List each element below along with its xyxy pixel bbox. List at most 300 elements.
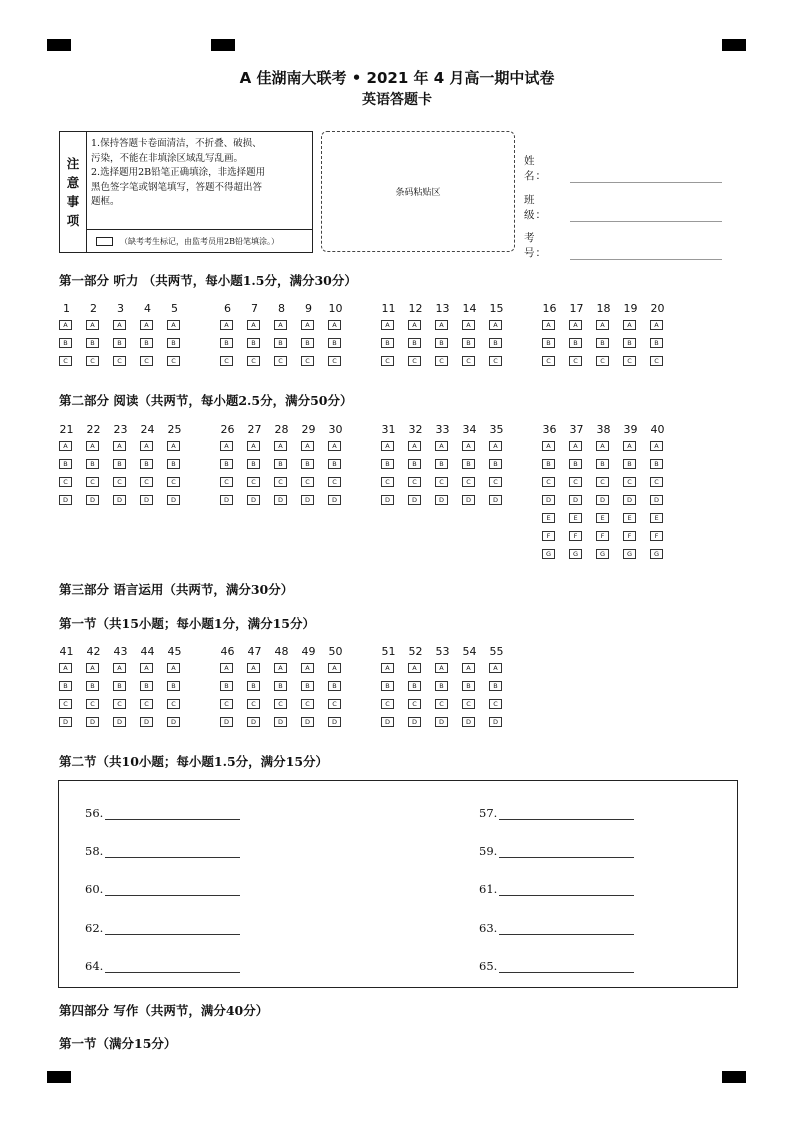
answer-bubble-c[interactable]: C [86,356,99,366]
answer-bubble-g[interactable]: G [596,549,609,559]
answer-bubble-d[interactable]: D [435,717,448,727]
answer-bubble-a[interactable]: A [489,320,502,330]
answer-bubble-c[interactable]: C [167,356,180,366]
question-number: 33 [435,423,450,436]
answer-bubble-a[interactable]: A [381,441,394,451]
blank-input-line[interactable] [499,882,634,896]
answer-bubble-c[interactable]: C [59,356,72,366]
answer-bubble-b[interactable]: B [86,681,99,691]
answer-bubble-e[interactable]: E [623,513,636,523]
answer-bubble-e[interactable]: E [596,513,609,523]
answer-bubble-a[interactable]: A [408,441,421,451]
answer-bubble-c[interactable]: C [381,699,394,709]
class-label: 班 级： [524,194,547,221]
answer-bubble-a[interactable]: A [167,441,180,451]
answer-bubble-b[interactable]: B [140,681,153,691]
notice-box [59,131,313,253]
blank-item [479,844,634,858]
answer-bubble-d[interactable]: D [167,495,180,505]
answer-bubble-d[interactable]: D [167,717,180,727]
answer-bubble-a[interactable]: A [328,320,341,330]
notice-heading-char: 项 [66,213,80,228]
answer-bubble-a[interactable]: A [220,441,233,451]
answer-bubble-d[interactable]: D [247,495,260,505]
blank-item [479,806,634,820]
answer-bubble-b[interactable]: B [167,338,180,348]
answer-bubble-a[interactable]: A [408,663,421,673]
answer-bubble-c[interactable]: C [650,356,663,366]
blank-input-line[interactable] [105,806,240,820]
answer-bubble-b[interactable]: B [220,459,233,469]
answer-bubble-b[interactable]: B [435,681,448,691]
answer-bubble-c[interactable]: C [86,699,99,709]
answer-bubble-b[interactable]: B [328,338,341,348]
question-number: 42 [86,645,101,658]
answer-bubble-d[interactable]: D [489,495,502,505]
blank-input-line[interactable] [499,921,634,935]
answer-bubble-b[interactable]: B [301,681,314,691]
answer-bubble-a[interactable]: A [623,320,636,330]
answer-bubble-a[interactable]: A [381,320,394,330]
notice-text [91,137,309,210]
answer-bubble-c[interactable]: C [328,477,341,487]
answer-bubble-b[interactable]: B [167,459,180,469]
answer-bubble-a[interactable]: A [59,320,72,330]
blank-item [85,806,240,820]
answer-bubble-a[interactable]: A [489,663,502,673]
answer-bubble-a[interactable]: A [408,320,421,330]
name-input-line[interactable] [570,171,722,183]
question-number: 13 [435,302,450,315]
answer-bubble-b[interactable]: B [274,681,287,691]
answer-bubble-b[interactable]: B [596,338,609,348]
answer-bubble-c[interactable]: C [220,356,233,366]
answer-bubble-b[interactable]: B [381,338,394,348]
answer-bubble-a[interactable]: A [274,441,287,451]
answer-bubble-c[interactable]: C [569,356,582,366]
answer-bubble-d[interactable]: D [408,495,421,505]
answer-bubble-c[interactable]: C [113,699,126,709]
name-label: 姓 名： [524,155,547,182]
exam-title: A 佳湖南大联考 • 2021 年 4 月高一期中试卷 [239,69,555,87]
answer-card-title: 英语答题卡 [362,92,432,108]
answer-bubble-b[interactable]: B [113,681,126,691]
answer-bubble-g[interactable]: G [650,549,663,559]
answer-bubble-d[interactable]: D [220,495,233,505]
answer-bubble-c[interactable]: C [220,477,233,487]
answer-bubble-b[interactable]: B [596,459,609,469]
exam-number-label: 考 号： [524,232,547,259]
question-number: 10 [328,302,343,315]
answer-bubble-b[interactable]: B [462,338,475,348]
answer-bubble-b[interactable]: B [247,459,260,469]
answer-bubble-c[interactable]: C [328,356,341,366]
answer-bubble-c[interactable]: C [462,477,475,487]
answer-bubble-a[interactable]: A [140,320,153,330]
answer-bubble-d[interactable]: D [86,717,99,727]
answer-bubble-a[interactable]: A [59,441,72,451]
question-number: 41 [59,645,74,658]
question-number: 49 [301,645,316,658]
answer-bubble-a[interactable]: A [301,663,314,673]
fill-blank-box [58,780,738,988]
answer-bubble-a[interactable]: A [301,320,314,330]
answer-bubble-c[interactable]: C [542,477,555,487]
part1-title: 第一部分 听力 （共两节，每小题1.5分，满分30分） [59,273,357,288]
question-number: 11 [381,302,396,315]
answer-bubble-b[interactable]: B [328,681,341,691]
answer-bubble-c[interactable]: C [435,356,448,366]
answer-bubble-b[interactable]: B [542,459,555,469]
question-number: 53 [435,645,450,658]
answer-bubble-a[interactable]: A [381,663,394,673]
question-number: 52 [408,645,423,658]
answer-bubble-b[interactable]: B [623,338,636,348]
question-number: 21 [59,423,74,436]
answer-bubble-f[interactable]: F [569,531,582,541]
answer-bubble-b[interactable]: B [167,681,180,691]
answer-bubble-b[interactable]: B [408,681,421,691]
answer-bubble-c[interactable]: C [247,699,260,709]
question-number: 40 [650,423,665,436]
notice-line: 黑色签字笔或钢笔填写，答题不得超出答 [91,181,263,193]
answer-bubble-b[interactable]: B [489,338,502,348]
answer-bubble-c[interactable]: C [596,356,609,366]
answer-bubble-a[interactable]: A [462,441,475,451]
answer-bubble-d[interactable]: D [59,717,72,727]
answer-bubble-c[interactable]: C [435,477,448,487]
answer-bubble-c[interactable]: C [462,356,475,366]
question-number: 31 [381,423,396,436]
answer-bubble-d[interactable]: D [462,717,475,727]
question-number: 36 [542,423,557,436]
answer-bubble-c[interactable]: C [140,477,153,487]
answer-bubble-b[interactable]: B [140,338,153,348]
answer-bubble-c[interactable]: C [301,699,314,709]
answer-bubble-d[interactable]: D [328,717,341,727]
answer-bubble-b[interactable]: B [381,681,394,691]
answer-bubble-c[interactable]: C [489,356,502,366]
answer-bubble-b[interactable]: B [381,459,394,469]
answer-bubble-b[interactable]: B [435,338,448,348]
notice-heading-char: 注 [66,156,80,171]
answer-bubble-a[interactable]: A [489,441,502,451]
answer-bubble-a[interactable]: A [435,441,448,451]
blank-input-line[interactable] [499,959,634,973]
answer-bubble-b[interactable]: B [59,338,72,348]
answer-bubble-b[interactable]: B [462,459,475,469]
registration-mark [722,1071,746,1083]
answer-bubble-d[interactable]: D [623,495,636,505]
answer-bubble-f[interactable]: F [650,531,663,541]
answer-bubble-c[interactable]: C [274,477,287,487]
answer-bubble-f[interactable]: F [623,531,636,541]
answer-bubble-b[interactable]: B [274,459,287,469]
answer-bubble-c[interactable]: C [220,699,233,709]
answer-bubble-a[interactable]: A [328,441,341,451]
answer-bubble-b[interactable]: B [569,459,582,469]
blank-input-line[interactable] [499,806,634,820]
blank-number: 61. [479,882,498,896]
answer-bubble-c[interactable]: C [408,699,421,709]
question-number: 18 [596,302,611,315]
question-number: 19 [623,302,638,315]
answer-bubble-c[interactable]: C [113,477,126,487]
blank-number: 60. [85,882,104,896]
answer-bubble-d[interactable]: D [328,495,341,505]
answer-bubble-a[interactable]: A [247,320,260,330]
answer-bubble-b[interactable]: B [247,681,260,691]
answer-bubble-d[interactable]: D [59,495,72,505]
answer-bubble-a[interactable]: A [140,663,153,673]
answer-bubble-a[interactable]: A [113,320,126,330]
blank-input-line[interactable] [105,844,240,858]
answer-bubble-a[interactable]: A [274,663,287,673]
answer-bubble-b[interactable]: B [113,459,126,469]
blank-input-line[interactable] [499,844,634,858]
answer-bubble-c[interactable]: C [623,477,636,487]
barcode-label: 条码粘贴区 [395,188,441,198]
answer-bubble-c[interactable]: C [462,699,475,709]
exam-number-input-line[interactable] [570,248,722,260]
notice-line: 2.选择题用2B铅笔正确填涂，非选择题用 [91,167,266,178]
answer-bubble-c[interactable]: C [59,477,72,487]
answer-bubble-b[interactable]: B [623,459,636,469]
blank-number: 64. [85,959,104,973]
answer-bubble-c[interactable]: C [167,699,180,709]
answer-bubble-d[interactable]: D [650,495,663,505]
answer-bubble-b[interactable]: B [408,338,421,348]
answer-bubble-b[interactable]: B [542,338,555,348]
answer-bubble-d[interactable]: D [274,495,287,505]
answer-bubble-c[interactable]: C [328,699,341,709]
question-number: 26 [220,423,235,436]
answer-bubble-d[interactable]: D [408,717,421,727]
answer-bubble-b[interactable]: B [59,681,72,691]
class-field [524,192,722,222]
question-number: 25 [167,423,182,436]
registration-mark [47,1071,71,1083]
blank-item [85,921,240,935]
answer-bubble-b[interactable]: B [408,459,421,469]
answer-bubble-c[interactable]: C [86,477,99,487]
question-number: 55 [489,645,504,658]
question-number: 8 [278,302,285,315]
question-number: 29 [301,423,316,436]
answer-bubble-c[interactable]: C [435,699,448,709]
question-number: 9 [305,302,312,315]
blank-input-line[interactable] [105,959,240,973]
answer-bubble-d[interactable]: D [86,495,99,505]
answer-bubble-a[interactable]: A [59,663,72,673]
answer-bubble-g[interactable]: G [542,549,555,559]
answer-bubble-d[interactable]: D [247,717,260,727]
answer-bubble-d[interactable]: D [113,495,126,505]
answer-bubble-a[interactable]: A [86,663,99,673]
answer-bubble-c[interactable]: C [167,477,180,487]
answer-bubble-b[interactable]: B [220,681,233,691]
answer-bubble-d[interactable]: D [381,717,394,727]
answer-bubble-a[interactable]: A [247,441,260,451]
answer-bubble-c[interactable]: C [489,477,502,487]
barcode-area [321,131,515,252]
answer-bubble-a[interactable]: A [328,663,341,673]
answer-bubble-b[interactable]: B [650,459,663,469]
answer-bubble-g[interactable]: G [569,549,582,559]
answer-bubble-c[interactable]: C [381,477,394,487]
answer-bubble-a[interactable]: A [462,320,475,330]
answer-bubble-d[interactable]: D [435,495,448,505]
answer-bubble-c[interactable]: C [569,477,582,487]
answer-bubble-c[interactable]: C [274,699,287,709]
blank-number: 65. [479,959,498,973]
blank-number: 63. [479,921,498,935]
question-number: 32 [408,423,423,436]
answer-bubble-a[interactable]: A [113,441,126,451]
answer-bubble-a[interactable]: A [86,320,99,330]
answer-bubble-a[interactable]: A [140,441,153,451]
blank-item [85,959,240,973]
answer-bubble-a[interactable]: A [569,320,582,330]
answer-bubble-b[interactable]: B [247,338,260,348]
question-number: 54 [462,645,477,658]
answer-bubble-c[interactable]: C [623,356,636,366]
answer-bubble-c[interactable]: C [381,356,394,366]
answer-bubble-c[interactable]: C [542,356,555,366]
answer-bubble-a[interactable]: A [247,663,260,673]
answer-bubble-d[interactable]: D [113,717,126,727]
answer-bubble-d[interactable]: D [140,717,153,727]
absent-mark-note: （缺考考生标记，由监考员用2B铅笔填涂。） [120,237,279,246]
answer-bubble-d[interactable]: D [274,717,287,727]
answer-bubble-b[interactable]: B [301,459,314,469]
answer-bubble-b[interactable]: B [220,338,233,348]
notice-line: 1.保持答题卡卷面清洁，不折叠、破损、 [91,138,262,149]
answer-bubble-b[interactable]: B [489,681,502,691]
question-number: 51 [381,645,396,658]
answer-bubble-c[interactable]: C [113,356,126,366]
answer-bubble-a[interactable]: A [542,320,555,330]
answer-bubble-a[interactable]: A [220,663,233,673]
answer-bubble-f[interactable]: F [596,531,609,541]
answer-bubble-b[interactable]: B [86,338,99,348]
answer-bubble-g[interactable]: G [623,549,636,559]
question-number: 28 [274,423,289,436]
exam-number-field [524,230,722,260]
answer-bubble-b[interactable]: B [435,459,448,469]
answer-bubble-a[interactable]: A [596,320,609,330]
blank-input-line[interactable] [105,921,240,935]
answer-bubble-d[interactable]: D [140,495,153,505]
question-number: 46 [220,645,235,658]
answer-bubble-a[interactable]: A [435,663,448,673]
answer-bubble-c[interactable]: C [489,699,502,709]
answer-bubble-d[interactable]: D [301,495,314,505]
answer-bubble-e[interactable]: E [650,513,663,523]
answer-bubble-c[interactable]: C [301,356,314,366]
answer-bubble-c[interactable]: C [274,356,287,366]
answer-bubble-a[interactable]: A [462,663,475,673]
blank-input-line[interactable] [105,882,240,896]
answer-bubble-a[interactable]: A [220,320,233,330]
answer-bubble-a[interactable]: A [650,441,663,451]
answer-bubble-d[interactable]: D [489,717,502,727]
answer-bubble-c[interactable]: C [408,477,421,487]
question-number: 16 [542,302,557,315]
answer-bubble-d[interactable]: D [220,717,233,727]
answer-bubble-c[interactable]: C [247,356,260,366]
blank-item [479,921,634,935]
part3-section1-title: 第一节（共15小题；每小题1分，满分15分） [59,616,315,631]
part4-section1-title: 第一节（满分15分） [59,1036,177,1051]
answer-bubble-a[interactable]: A [167,663,180,673]
answer-bubble-c[interactable]: C [408,356,421,366]
answer-bubble-d[interactable]: D [381,495,394,505]
answer-bubble-c[interactable]: C [140,699,153,709]
answer-bubble-b[interactable]: B [569,338,582,348]
answer-bubble-b[interactable]: B [140,459,153,469]
blank-number: 59. [479,844,498,858]
question-number: 17 [569,302,584,315]
answer-bubble-d[interactable]: D [596,495,609,505]
answer-bubble-d[interactable]: D [462,495,475,505]
answer-bubble-c[interactable]: C [301,477,314,487]
answer-bubble-c[interactable]: C [140,356,153,366]
answer-bubble-a[interactable]: A [86,441,99,451]
answer-bubble-b[interactable]: B [462,681,475,691]
class-input-line[interactable] [570,210,722,222]
answer-bubble-a[interactable]: A [542,441,555,451]
answer-bubble-b[interactable]: B [650,338,663,348]
answer-bubble-c[interactable]: C [59,699,72,709]
notice-heading [60,132,87,252]
answer-bubble-c[interactable]: C [650,477,663,487]
question-number: 35 [489,423,504,436]
answer-bubble-a[interactable]: A [569,441,582,451]
answer-bubble-c[interactable]: C [247,477,260,487]
answer-bubble-e[interactable]: E [569,513,582,523]
answer-bubble-a[interactable]: A [435,320,448,330]
answer-bubble-a[interactable]: A [301,441,314,451]
answer-bubble-a[interactable]: A [623,441,636,451]
notice-line: 污染，不能在非填涂区域乱写乱画。 [91,152,244,164]
answer-bubble-f[interactable]: F [542,531,555,541]
answer-bubble-e[interactable]: E [542,513,555,523]
answer-bubble-b[interactable]: B [328,459,341,469]
answer-bubble-d[interactable]: D [569,495,582,505]
answer-bubble-d[interactable]: D [542,495,555,505]
answer-bubble-b[interactable]: B [489,459,502,469]
answer-bubble-b[interactable]: B [113,338,126,348]
absent-mark-box[interactable] [96,237,113,246]
answer-bubble-d[interactable]: D [301,717,314,727]
answer-bubble-a[interactable]: A [113,663,126,673]
answer-bubble-a[interactable]: A [167,320,180,330]
answer-bubble-a[interactable]: A [650,320,663,330]
blank-item [85,844,240,858]
answer-bubble-a[interactable]: A [274,320,287,330]
question-number: 2 [90,302,97,315]
answer-bubble-b[interactable]: B [274,338,287,348]
answer-bubble-a[interactable]: A [596,441,609,451]
notice-heading-char: 意 [66,175,80,190]
answer-bubble-b[interactable]: B [301,338,314,348]
answer-bubble-b[interactable]: B [86,459,99,469]
blank-number: 57. [479,806,498,820]
answer-bubble-c[interactable]: C [596,477,609,487]
answer-bubble-b[interactable]: B [59,459,72,469]
question-number: 3 [117,302,124,315]
